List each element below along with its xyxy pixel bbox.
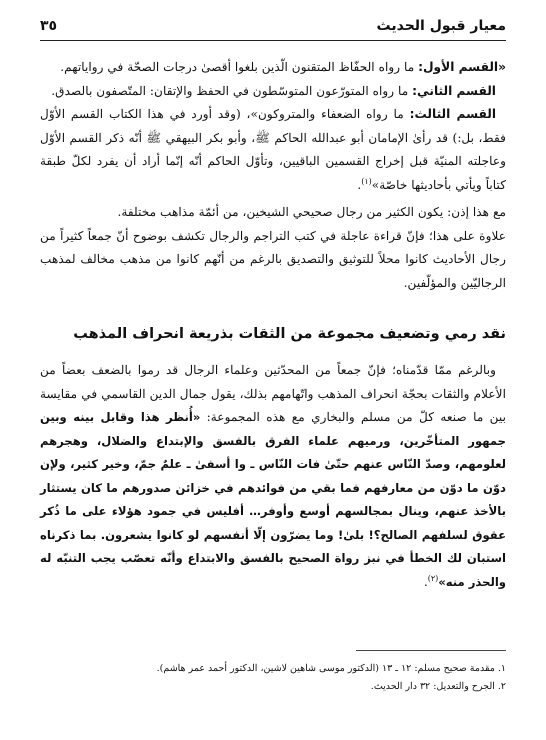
section-two-label: القسم الثاني: xyxy=(412,83,496,98)
section-three-label: القسم الثالث: xyxy=(409,107,496,121)
paragraph-section-one xyxy=(40,56,506,80)
main-text xyxy=(40,56,506,594)
paragraph-critique: وبالرغم ممّا قدّمناه؛ فإنّ جمعاً من المحدّثين وعلماء الرجال قد رموا بالضعف بعضاً من الأعلام والثقات بحجّة انحراف المذهب واتّهامهم بذلك، يقول جمال الدين القاسمي في مقايسة بين ما صنعه كلّ من مسلم والبخاري مع هذه المجموعة: «أُنظر هذا وقابل بينه وبين جمهور المتأخّرين، ورميهم علماء الفرق بالفسق والإبتداع والضلال، وهجرهم لعلومهم، وصدّ النّاس عنهم حتّىٰ فات النّاس ـ وا أسفىٰ ـ علمٌ جمّ، وخير كثير، ولإن دوّن ما دوّن من معارفهم فما بقي من فوائدهم في خزائن صدورهم ما كان يستثار بالأخذ عنهم، وينال بمجالسهم أوسع وأوفر… أفليس في جمود هؤلاء على ما ذُكر عقوق لسلفهم الصالح؟! بلىٰ! وما يضرّون إلّا أنفسهم لو كانوا يشعرون. بما ذكرناه استبان لك الخطأ في نبز رواة الصحيح بالفسق والابتداع وأنّه تعصّب يجب التنبّه له والحذر منه»$^{(٢)}$. xyxy=(40,363,506,589)
section-heading: نقد رمي وتضعيف مجموعة من الثقات بذريعة انحراف المذهب xyxy=(73,326,506,342)
section-three-text: ما رواه الضعفاء والمتروكون»، (وقد أورد في هذا الكتاب القسم الأوّل فقط، بل:) قد رأىٰ الإمامان أبو عبدالله الحاكم ﷺ، وأبو بكر البيهقي ﷺ أنّه ذكر القسم الأوّل وعاجلته المنيّة قبل إخراج القسمين الباقيين، وتأوّل الحاكم أنّه إنّما أراد أن يفرد لكلّ طبقة كتاباً ويأتي بأحاديثها خاصّة» xyxy=(40,107,506,192)
footnote-1: ١. مقدمة صحيح مسلم: ١٢ ـ ١٣ (الدكتور موسى شاهين لاشين، الدكتور أحمد عمر هاشم). xyxy=(156,663,506,674)
qasimi-quote: «أُنظر هذا وقابل بينه وبين جمهور المتأخّرين، ورميهم علماء الفرق بالفسق والإبتداع والضلال، وهجرهم لعلومهم، وصدّ النّاس عنهم حتّىٰ فات النّاس ـ وا أسفىٰ ـ علمٌ جمّ، وخير كثير، ولإن دوّن ما دوّن من معارفهم فما بقي من فوائدهم في خزائن صدورهم ما كان يستثار بالأخذ عنهم، وينال بمجالسهم أوسع وأوفر… أفليس في جمود هؤلاء على ما ذُكر عقوق لسلفهم الصالح؟! بلىٰ! وما يضرّون إلّا أنفسهم لو كانوا يشعرون. بما ذكرناه استبان لك الخطأ في نبز رواة الصحيح بالفسق والابتداع وأنّه تعصّب يجب التنبّه له والحذر منه» xyxy=(40,410,506,589)
footnote-divider xyxy=(356,650,506,651)
footnote-ref-1[interactable]: (١) xyxy=(361,176,372,186)
page-header xyxy=(40,18,506,41)
footnotes xyxy=(40,660,506,696)
critique-text: وبالرغم ممّا قدّمناه؛ فإنّ جمعاً من المحدّثين وعلماء الرجال قد رموا بالضعف بعضاً من الأعلام والثقات بحجّة انحراف المذهب واتّهامهم بذلك، يقول جمال الدين القاسمي في مقايسة بين ما صنعه كلّ من مسلم والبخاري مع هذه المجموعة: xyxy=(40,363,506,424)
paragraph-section-three: القسم الثالث: ما رواه الضعفاء والمتروكون»، (وقد أورد في هذا الكتاب القسم الأوّل فقط، بل:) قد رأىٰ الإمامان أبو عبدالله الحاكم ﷺ، وأبو بكر البيهقي ﷺ أنّه ذكر القسم الأوّل وعاجلته المنيّة قبل إخراج القسمين الباقيين، وتأوّل الحاكم أنّه إنّما أراد أن يفرد لكلّ طبقة كتاباً ويأتي بأحاديثها خاصّة»$^{(١)}$. xyxy=(40,107,506,192)
paragraph-consequence: مع هذا إذن: يكون الكثير من رجال صحيحي الشيخين، من أئمّة مذاهب مختلفة. xyxy=(117,205,506,219)
running-title: معيار قبول الحديث xyxy=(376,18,506,34)
paragraph-moreover: علاوة على هذا؛ فإنّ قراءة عاجلة في كتب التراجم والرجال تكشف بوضوح أنّ جمعاً كثيراً من رجال الأحاديث كانوا محلاً للتوثيق والتصديق بالرغم من أنّهم كانوا من مذهب مخالف لمذهب الرجاليّين والمؤلّفين. xyxy=(40,228,506,290)
footnote-2: ٢. الجرح والتعديل: ٣٢ دار الحديث. xyxy=(370,681,506,692)
footnote-ref-2[interactable]: (٢) xyxy=(427,573,439,583)
section-one-label: «القسم الأول: xyxy=(418,60,506,74)
section-one-text: ما رواه الحفّاظ المتقنون الّذين بلغوا أقصىٰ درجات الصحّة في رواياتهم. xyxy=(60,60,419,74)
page-number: ٣٥ xyxy=(40,18,58,34)
paragraph-section-two xyxy=(40,80,506,104)
section-two-text: ما رواه المتورّعون المتوسّطون في الحفظ والإتقان: المتّصفون بالصدق. xyxy=(51,83,413,98)
